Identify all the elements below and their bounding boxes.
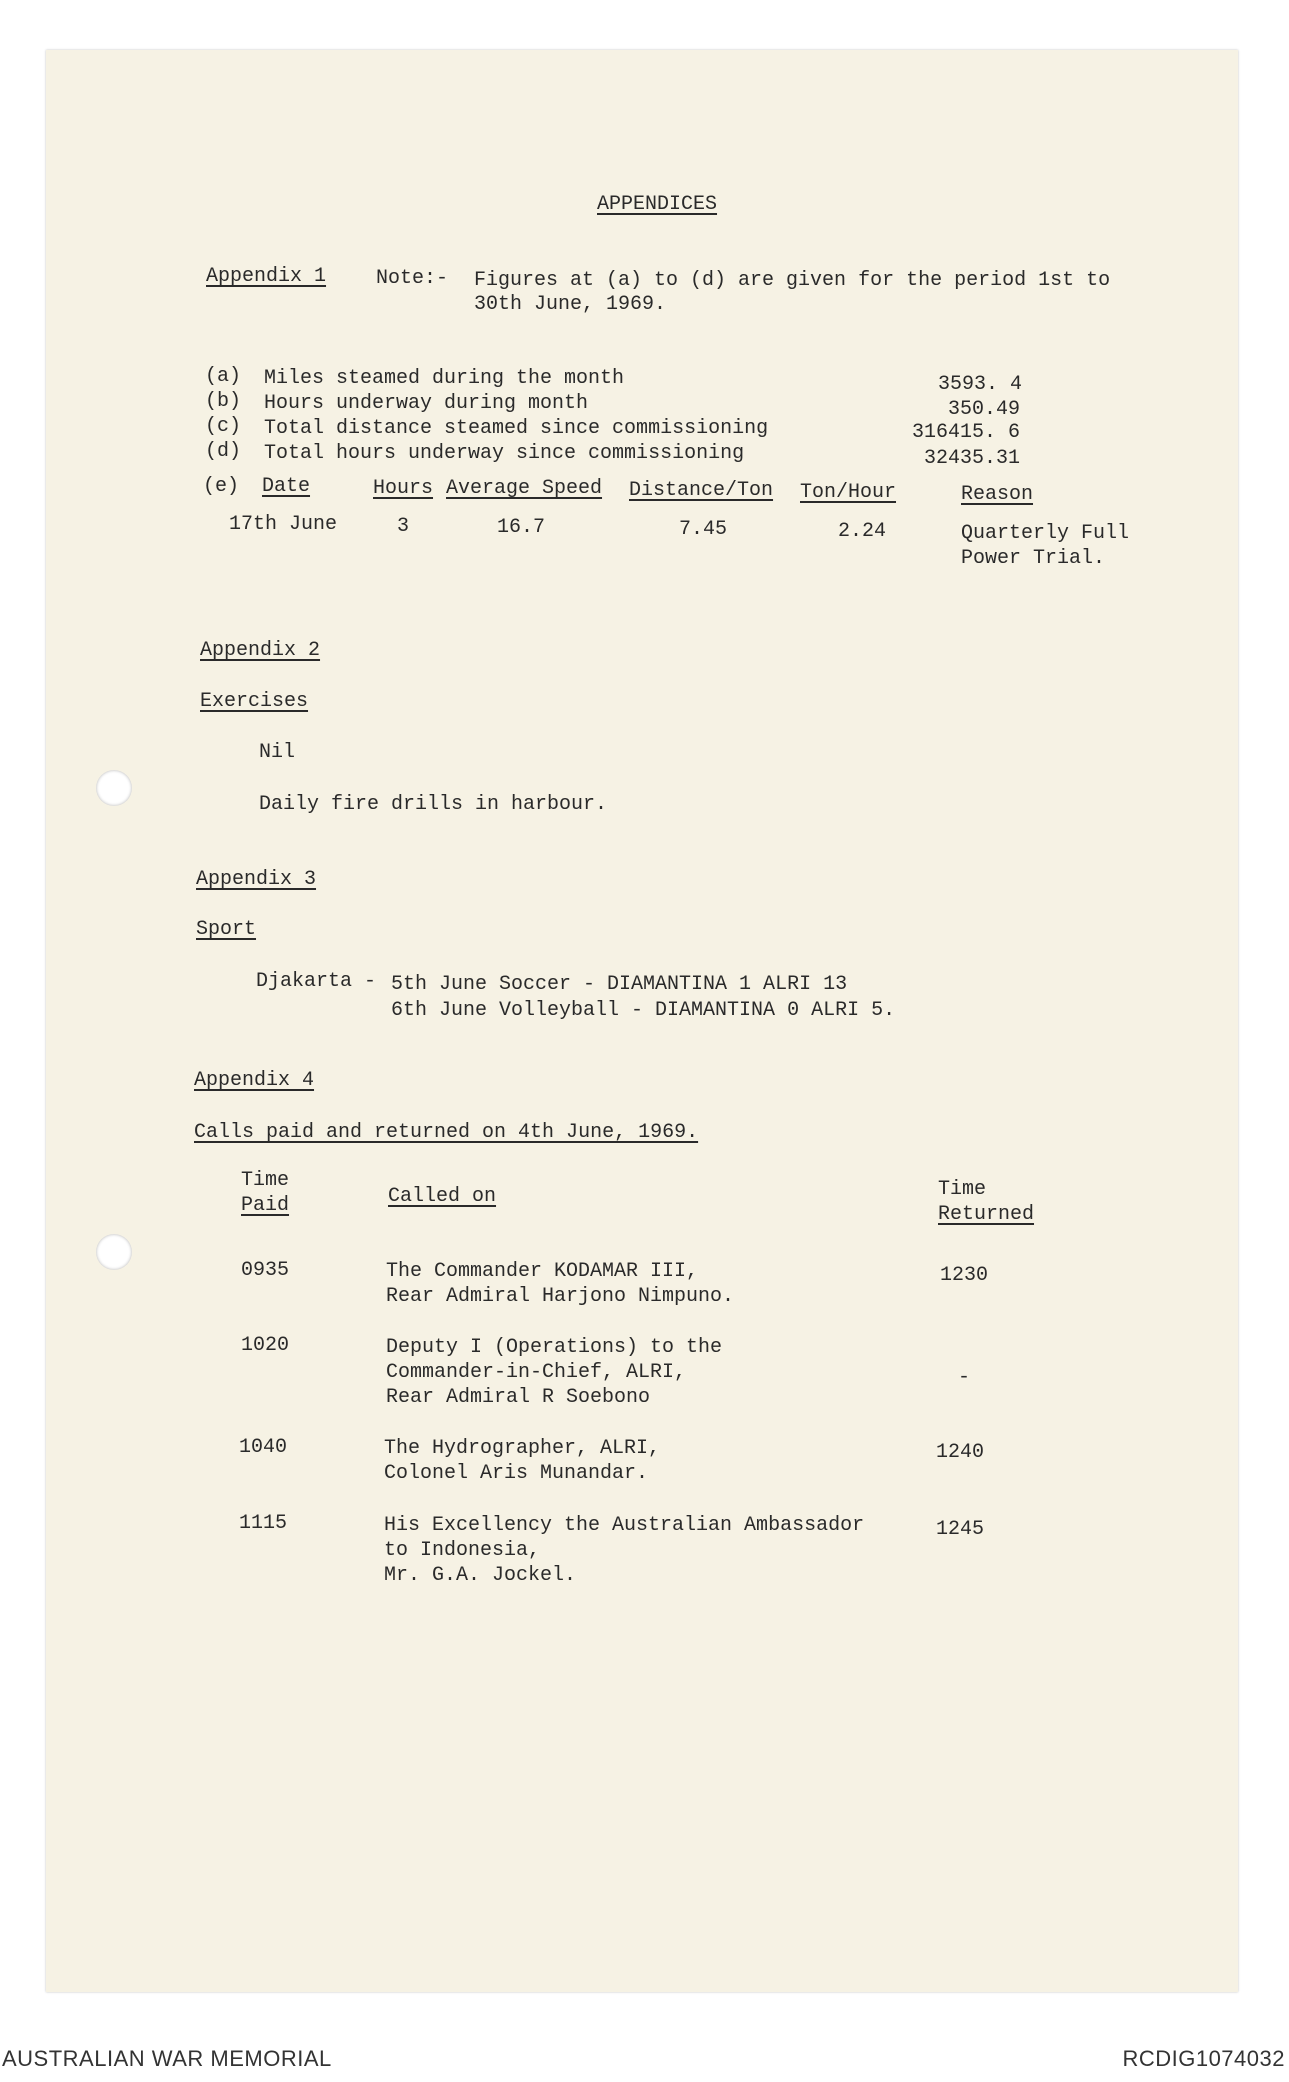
call-time-paid: 1040 [239, 1436, 288, 1459]
exercises-nil: Nil [259, 741, 296, 764]
call-time-paid: 0935 [241, 1259, 290, 1282]
item-value: 32435.31 [924, 447, 1021, 470]
item-letter: (c) [205, 415, 242, 438]
call-called-on-line: Commander-in-Chief, ALRI, [386, 1361, 687, 1384]
call-time-returned: 1230 [940, 1264, 989, 1287]
header-average-speed: Average Speed [446, 477, 603, 500]
sport-line-2: 6th June Volleyball - DIAMANTINA 0 ALRI 5. [391, 999, 896, 1022]
note-label: Note:- [376, 267, 449, 290]
calls-heading: Calls paid and returned on 4th June, 1969. [194, 1121, 699, 1144]
header-time-paid-2: Paid [241, 1194, 290, 1217]
sport-place: Djakarta - [256, 970, 377, 993]
call-called-on-line: Rear Admiral Harjono Nimpuno. [386, 1285, 735, 1308]
call-time-returned: 1240 [936, 1441, 985, 1464]
call-time-paid: 1020 [241, 1334, 290, 1357]
punch-hole-bottom [96, 1234, 132, 1270]
trial-reason-line-2: Power Trial. [961, 547, 1106, 570]
appendix-2-heading: Appendix 2 [200, 639, 321, 662]
footer-left-credit: AUSTRALIAN WAR MEMORIAL [2, 2046, 332, 2071]
exercises-drills: Daily fire drills in harbour. [259, 793, 608, 816]
call-called-on-line: Colonel Aris Munandar. [384, 1462, 649, 1485]
header-time-paid-1: Time [241, 1169, 290, 1192]
trial-date: 17th June [229, 513, 338, 536]
footer-right-id: RCDIG1074032 [1122, 2046, 1285, 2071]
note-line-1: Figures at (a) to (d) are given for the period 1st to [474, 269, 1111, 292]
appendix-4-heading: Appendix 4 [194, 1069, 315, 1092]
page-title: APPENDICES [597, 193, 718, 216]
call-time-returned: - [958, 1366, 971, 1389]
header-ton-hour: Ton/Hour [800, 481, 897, 504]
item-label: Miles steamed during the month [264, 367, 625, 390]
exercises-heading: Exercises [200, 690, 309, 713]
header-called-on: Called on [388, 1185, 497, 1208]
note-line-2: 30th June, 1969. [474, 293, 667, 316]
call-time-returned: 1245 [936, 1518, 985, 1541]
item-letter: (a) [205, 365, 242, 388]
trial-speed: 16.7 [497, 516, 546, 539]
header-date: Date [262, 475, 311, 498]
appendix-3-heading: Appendix 3 [196, 868, 317, 891]
item-label: Total distance steamed since commissioning [264, 417, 769, 440]
header-time-returned-1: Time [938, 1178, 987, 1201]
call-called-on-line: Deputy I (Operations) to the [386, 1336, 723, 1359]
trial-letter: (e) [203, 475, 240, 498]
call-called-on-line: Rear Admiral R Soebono [386, 1386, 651, 1409]
call-called-on-line: The Hydrographer, ALRI, [384, 1437, 661, 1460]
header-hours: Hours [373, 477, 434, 500]
trial-ton-hour: 2.24 [838, 520, 887, 543]
item-value: 3593. 4 [938, 373, 1023, 396]
punch-hole-top [96, 770, 132, 806]
item-label: Total hours underway since commissioning [264, 442, 745, 465]
call-time-paid: 1115 [239, 1512, 288, 1535]
call-called-on-line: Mr. G.A. Jockel. [384, 1564, 577, 1587]
call-called-on-line: The Commander KODAMAR III, [386, 1260, 699, 1283]
header-time-returned-2: Returned [938, 1203, 1035, 1226]
trial-distance: 7.45 [679, 518, 728, 541]
appendix-1-heading: Appendix 1 [206, 265, 327, 288]
item-letter: (d) [205, 440, 242, 463]
header-reason: Reason [961, 483, 1034, 506]
item-label: Hours underway during month [264, 392, 589, 415]
item-value: 350.49 [948, 398, 1021, 421]
call-called-on-line: to Indonesia, [384, 1539, 541, 1562]
header-distance-ton: Distance/Ton [629, 479, 774, 502]
sport-line-1: 5th June Soccer - DIAMANTINA 1 ALRI 13 [391, 973, 848, 996]
item-value: 316415. 6 [912, 421, 1021, 444]
call-called-on-line: His Excellency the Australian Ambassador [384, 1514, 865, 1537]
item-letter: (b) [205, 390, 242, 413]
sport-heading: Sport [196, 918, 257, 941]
trial-hours: 3 [397, 515, 410, 538]
trial-reason-line-1: Quarterly Full [961, 522, 1130, 545]
